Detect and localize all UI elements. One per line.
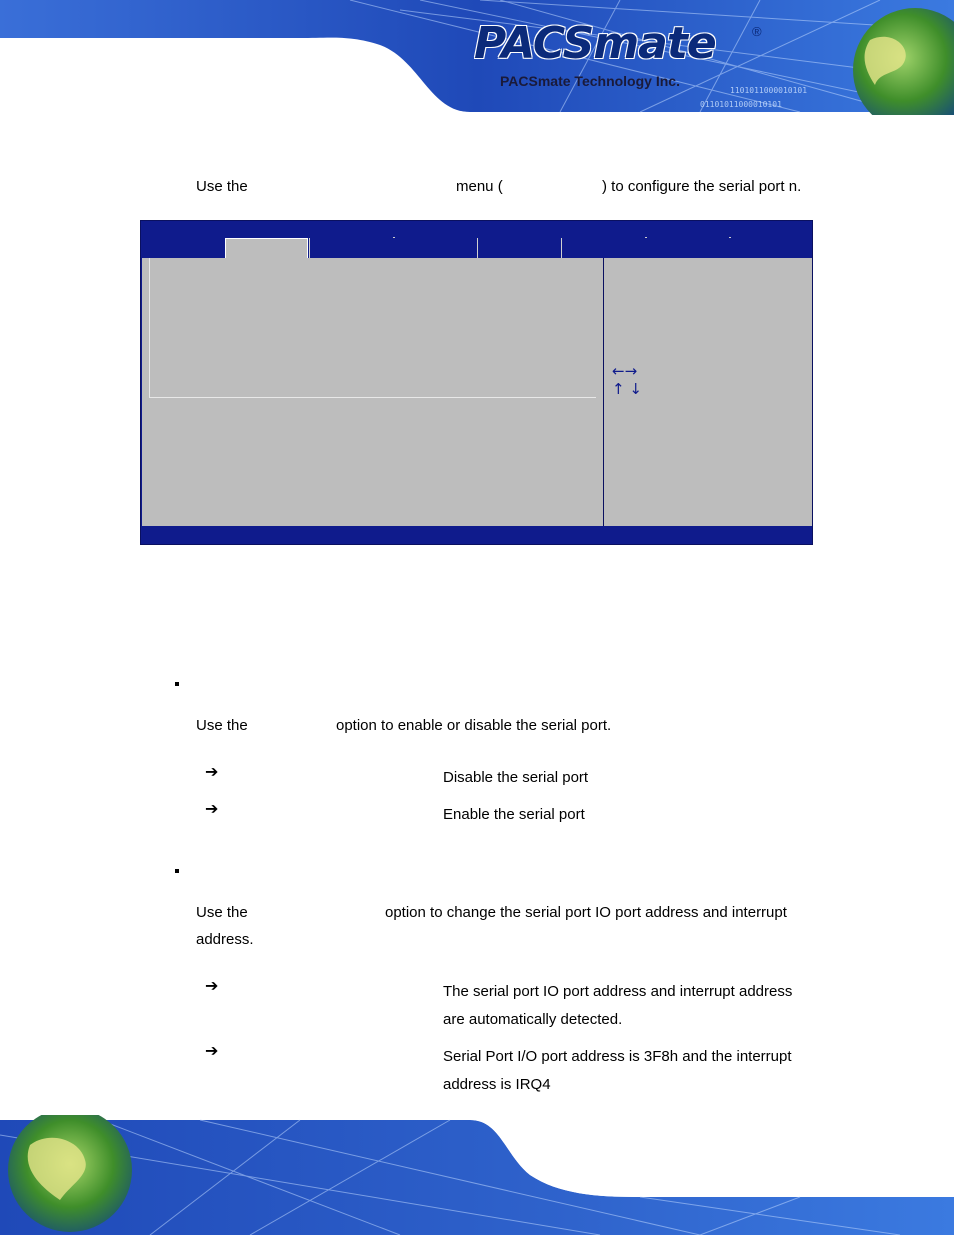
section2-prefix: Use the [196,904,248,921]
option-description: Serial Port I/O port address is 3F8h and the interrupt [443,1048,792,1065]
intro-prefix: Use the [196,178,248,195]
left-right-arrows-icon: ←→ [612,362,638,380]
option-description-continued: address is IRQ4 [443,1076,551,1093]
bios-tab-active[interactable] [225,238,308,258]
page-header-banner [0,0,954,115]
arrow-right-icon: ➔ [205,799,219,818]
option-description: Disable the serial port [443,769,589,786]
bios-screen [140,220,813,545]
tab-separator [729,237,731,238]
section1-suffix: option to enable or disable the serial port. [336,717,612,734]
company-name: PACSmate Technology Inc. [500,73,680,89]
up-down-arrows-icon: ↑ ↓ [612,380,642,398]
section2-suffix: option to change the serial port IO port address and interrupt [385,904,787,921]
tab-separator [477,238,478,258]
option-description-continued: are automatically detected. [443,1011,623,1028]
registered-mark: ® [752,24,762,39]
section1-prefix: Use the [196,717,248,734]
company-logo: PACSmate [474,18,716,69]
section2-line2: address. [196,931,254,948]
binary-decoration: 1101011000010101 [730,86,808,95]
bullet-icon [175,869,179,873]
arrow-right-icon: ➔ [205,1041,219,1060]
intro-middle: menu ( [456,178,503,195]
footer-globe-graphic [0,1115,954,1235]
bios-settings-frame [149,258,596,398]
bios-settings-panel [142,258,603,526]
tab-separator [309,238,310,258]
bios-status-bar [141,526,812,544]
intro-suffix: ) to configure the serial port n. [602,178,802,195]
tab-separator [645,237,647,238]
tab-separator [393,237,395,238]
arrow-right-icon: ➔ [205,762,219,781]
option-description: Enable the serial port [443,806,585,823]
bios-key-legend [612,362,642,398]
tab-separator [561,238,562,258]
bios-help-panel [604,258,812,526]
arrow-right-icon: ➔ [205,976,219,995]
bullet-icon [175,682,179,686]
bios-menu-bar [141,221,812,258]
page-footer-banner [0,1115,954,1235]
option-description: The serial port IO port address and interrupt address [443,983,793,1000]
binary-decoration: 01101011000010101 [700,100,782,109]
